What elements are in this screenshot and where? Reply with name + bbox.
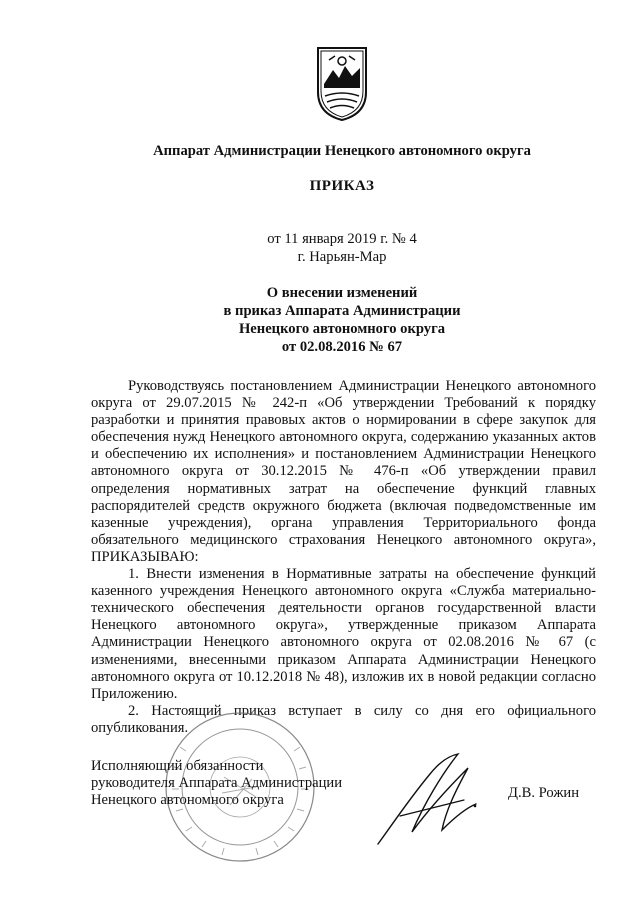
preamble-paragraph: Руководствуясь постановлением Администрации Ненецкого автономного округа от 29.07.2015 № 242-п «Об утверждении Требований к порядку разработки и принятия правовых актов о нормировании в сфере закупок для обеспечения нужд Ненецкого автономного округа, содержанию указанных актов и обеспечению их исполнения» и постановлением Администрации Ненецкого автономного округа от 30.12.2015 № 476-п «Об утверждении правил определения нормативных затрат на обеспечение функций главных распорядителей средств окружного бюджета (включая подведомственные им казенные учреждения), органа управления Территориального фонда обязательного медицинского страхования Ненецкого автономного округа», ПРИКАЗЫВАЮ: <box>91 378 596 565</box>
organization-name: Аппарат Администрации Ненецкого автономного округа <box>153 143 531 159</box>
handwritten-signature <box>372 752 482 850</box>
signatory-line-2: руководителя Аппарата Администрации <box>91 775 343 791</box>
subject-line-1: О внесении изменений <box>266 285 418 301</box>
signatory-line-3: Ненецкого автономного округа <box>91 792 284 808</box>
order-item-2: 2. Настоящий приказ вступает в силу со дня его официального опубликования. <box>91 702 596 736</box>
subject-line-3: Ненецкого автономного округа <box>238 321 446 337</box>
subject-line-4: от 02.08.2016 № 67 <box>281 339 403 355</box>
document-date-number: от 11 января 2019 г. № 4 <box>267 231 417 247</box>
signatory-line-1: Исполняющий обязанности <box>91 758 264 774</box>
document-subject <box>0 284 640 356</box>
document-body <box>91 378 596 737</box>
signatory-title <box>91 758 342 809</box>
document-type: ПРИКАЗ <box>309 178 375 194</box>
date-place-block <box>0 230 640 266</box>
coat-of-arms-emblem <box>315 44 369 122</box>
document-place: г. Нарьян-Мар <box>297 249 387 265</box>
signatory-name: Д.В. Рожин <box>508 785 580 801</box>
subject-line-2: в приказ Аппарата Администрации <box>223 303 461 319</box>
order-item-1: 1. Внести изменения в Нормативные затраты на обеспечение функций казенного учреждения Ненецкого автономного округа «Служба материально-технического обеспечения деятельности органов государственной власти Ненецкого автономного округа», утвержденные приказом Аппарата Администрации Ненецкого автономного округа от 02.08.2016 № 67 (с изменениями, внесенными приказом Аппарата Администрации Ненецкого автономного округа от 10.12.2018 № 48), изложив их в новой редакции согласно Приложению. <box>91 566 596 702</box>
